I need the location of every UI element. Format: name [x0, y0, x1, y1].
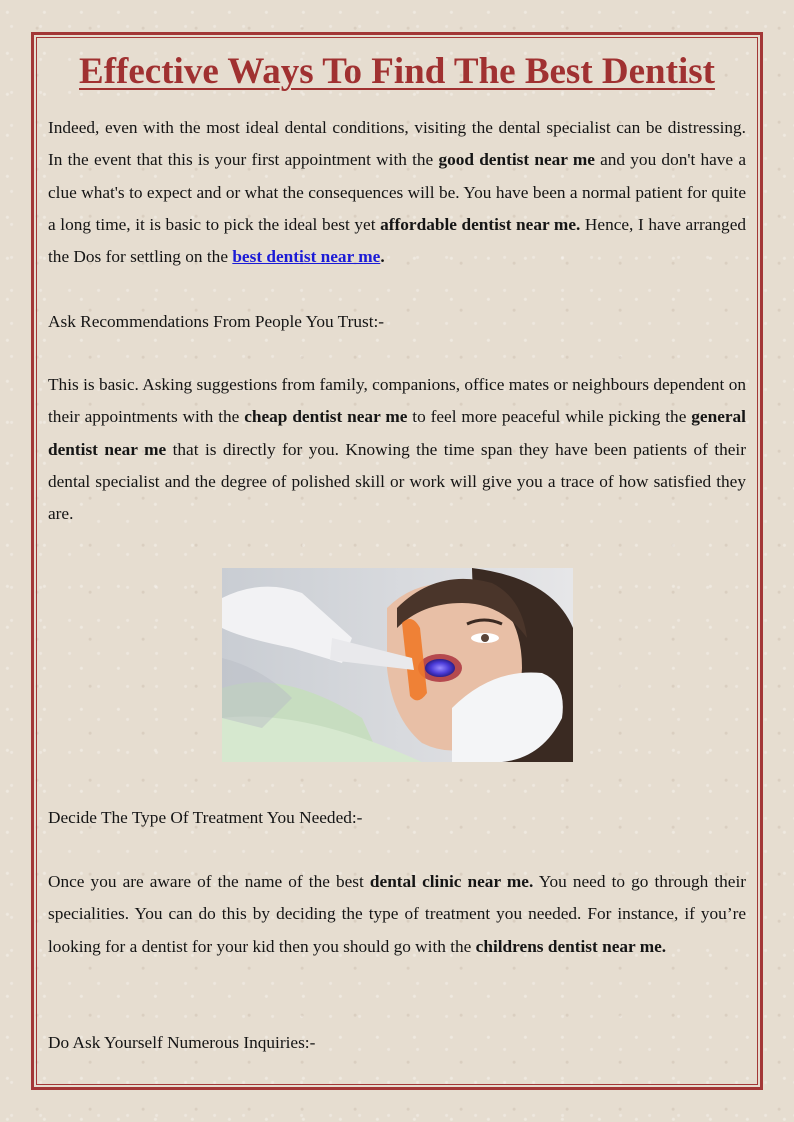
intro-text-2: and you don't have a clue what's to expect and or what the consequences will be. You have been a normal patient for quite a long time, it is basic to pick the ideal best yet — [48, 150, 746, 234]
section-heading-recommendations: Ask Recommendations From People You Trust:- — [48, 312, 385, 331]
intro-text-1: Indeed, even with the most ideal dental conditions, visiting the dental specialist can be distressing. In the event that this is your first appointment with the — [48, 118, 746, 170]
rec-text-2: to feel more peaceful while picking the — [407, 407, 692, 427]
keyword-general-dentist: general dentist near me — [48, 407, 746, 459]
best-dentist-link[interactable]: best dentist near me — [232, 247, 381, 267]
treat-text-1: Once you are aware of the name of the best — [48, 872, 370, 891]
treatment-paragraph — [48, 866, 746, 963]
rec-text-1: This is basic. Asking suggestions from family, companions, office mates or neighbours dependent on their appointments with the — [48, 375, 746, 427]
recommendations-paragraph — [48, 369, 746, 530]
page-title: Effective Ways To Find The Best Dentist — [79, 51, 715, 92]
intro-text-4: . — [380, 247, 385, 267]
keyword-childrens-dentist: childrens dentist near me. — [475, 936, 667, 956]
intro-paragraph — [48, 112, 746, 273]
rec-text-3: that is directly for you. Knowing the time span they have been patients of their dental specialist and the degree of polished skill or work will give you a trace of how satisfied they are. — [48, 439, 746, 524]
keyword-dental-clinic: dental clinic near me. — [369, 872, 534, 891]
treat-text-2: You need to go through their specialities. You can do this by deciding the type of treatment you needed. For instance, if you’re looking for a dentist for your kid then you should go with the — [48, 872, 746, 956]
keyword-affordable-dentist: affordable dentist near me. — [380, 214, 581, 234]
section-heading-treatment: Decide The Type Of Treatment You Needed:- — [48, 808, 363, 827]
dental-treatment-photo — [222, 568, 573, 762]
intro-text-3: Hence, I have arranged the Dos for settling on the — [48, 214, 747, 267]
keyword-good-dentist: good dentist near me — [438, 150, 595, 170]
keyword-cheap-dentist: cheap dentist near me — [244, 407, 408, 427]
section-heading-inquiries: Do Ask Yourself Numerous Inquiries:- — [48, 1033, 316, 1052]
